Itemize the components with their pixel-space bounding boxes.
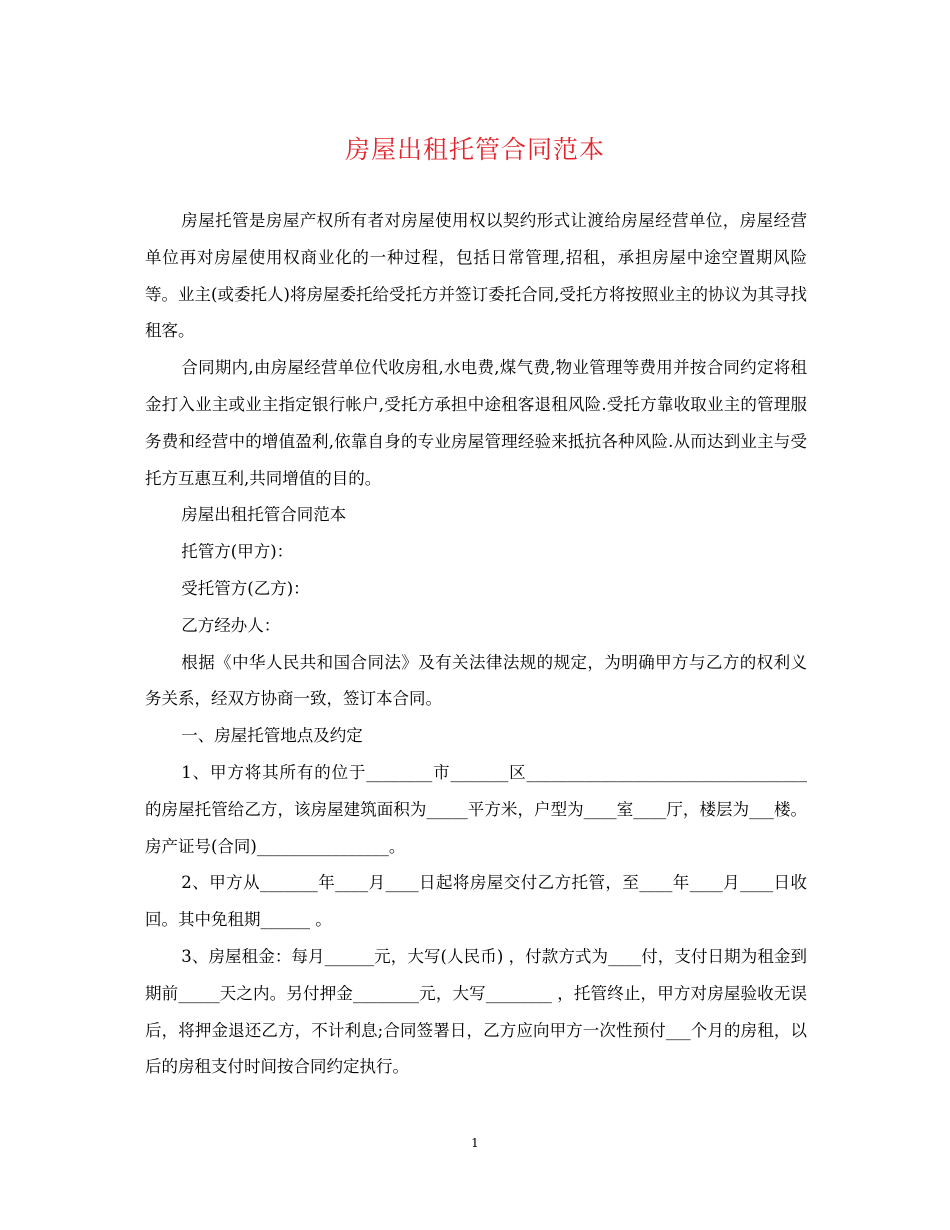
party-a-line: 托管方(甲方)： (181, 542, 294, 562)
clause-1: 1、甲方将其所有的位于________市_______区__________________________________ 的房屋托管给乙方，该房屋建筑面积为_____平方米，户型为____室____厅，楼层为___楼。房产证号(合同)________________。 (145, 762, 807, 856)
contract-heading: 房屋出租托管合同范本 (181, 505, 347, 525)
intro-paragraph-2: 合同期内,由房屋经营单位代收房租,水电费,煤气费,物业管理等费用并按合同约定将租金打入业主或业主指定银行帐户,受托方承担中途租客退租风险.受托方靠收取业主的管理服务费和经营中的增值盈利,依靠自身的专业房屋管理经验来抵抗各种风险.从而达到业主与受托方互惠互利,共同增值的目的。 (145, 358, 807, 488)
clause-2: 2、甲方从_______年____月____日起将房屋交付乙方托管，至____年____月____日收回。其中免租期______ 。 (145, 873, 807, 930)
party-b-line: 受托管方(乙方)： (181, 578, 310, 598)
document-title: 房屋出租托管合同范本 (344, 135, 605, 164)
party-b-agent-line: 乙方经办人： (181, 615, 281, 635)
clause-3: 3、房屋租金：每月______元，大写(人民币) ，付款方式为____付，支付日期为租金到期前_____天之内。另付押金________元，大写________ ，托管终止，甲方对房屋验收无误后，将押金退还乙方，不计利息;合同签署日，乙方应向甲方一次性预付___个月的房租，以后的房租支付时间按合同约定执行。 (145, 946, 807, 1077)
document-body (145, 203, 807, 1086)
legal-basis-paragraph: 根据《中华人民共和国合同法》及有关法律法规的规定，为明确甲方与乙方的权利义务关系，经双方协商一致，签订本合同。 (145, 652, 807, 709)
section-1-heading: 一、房屋托管地点及约定 (181, 726, 363, 746)
intro-paragraph-1: 房屋托管是房屋产权所有者对房屋使用权以契约形式让渡给房屋经营单位，房屋经营单位再对房屋使用权商业化的一种过程，包括日常管理,招租，承担房屋中途空置期风险等。业主(或委托人)将房屋委托给受托方并签订委托合同,受托方将按照业主的协议为其寻找租客。 (145, 211, 807, 341)
page-number: 1 (471, 1136, 479, 1150)
